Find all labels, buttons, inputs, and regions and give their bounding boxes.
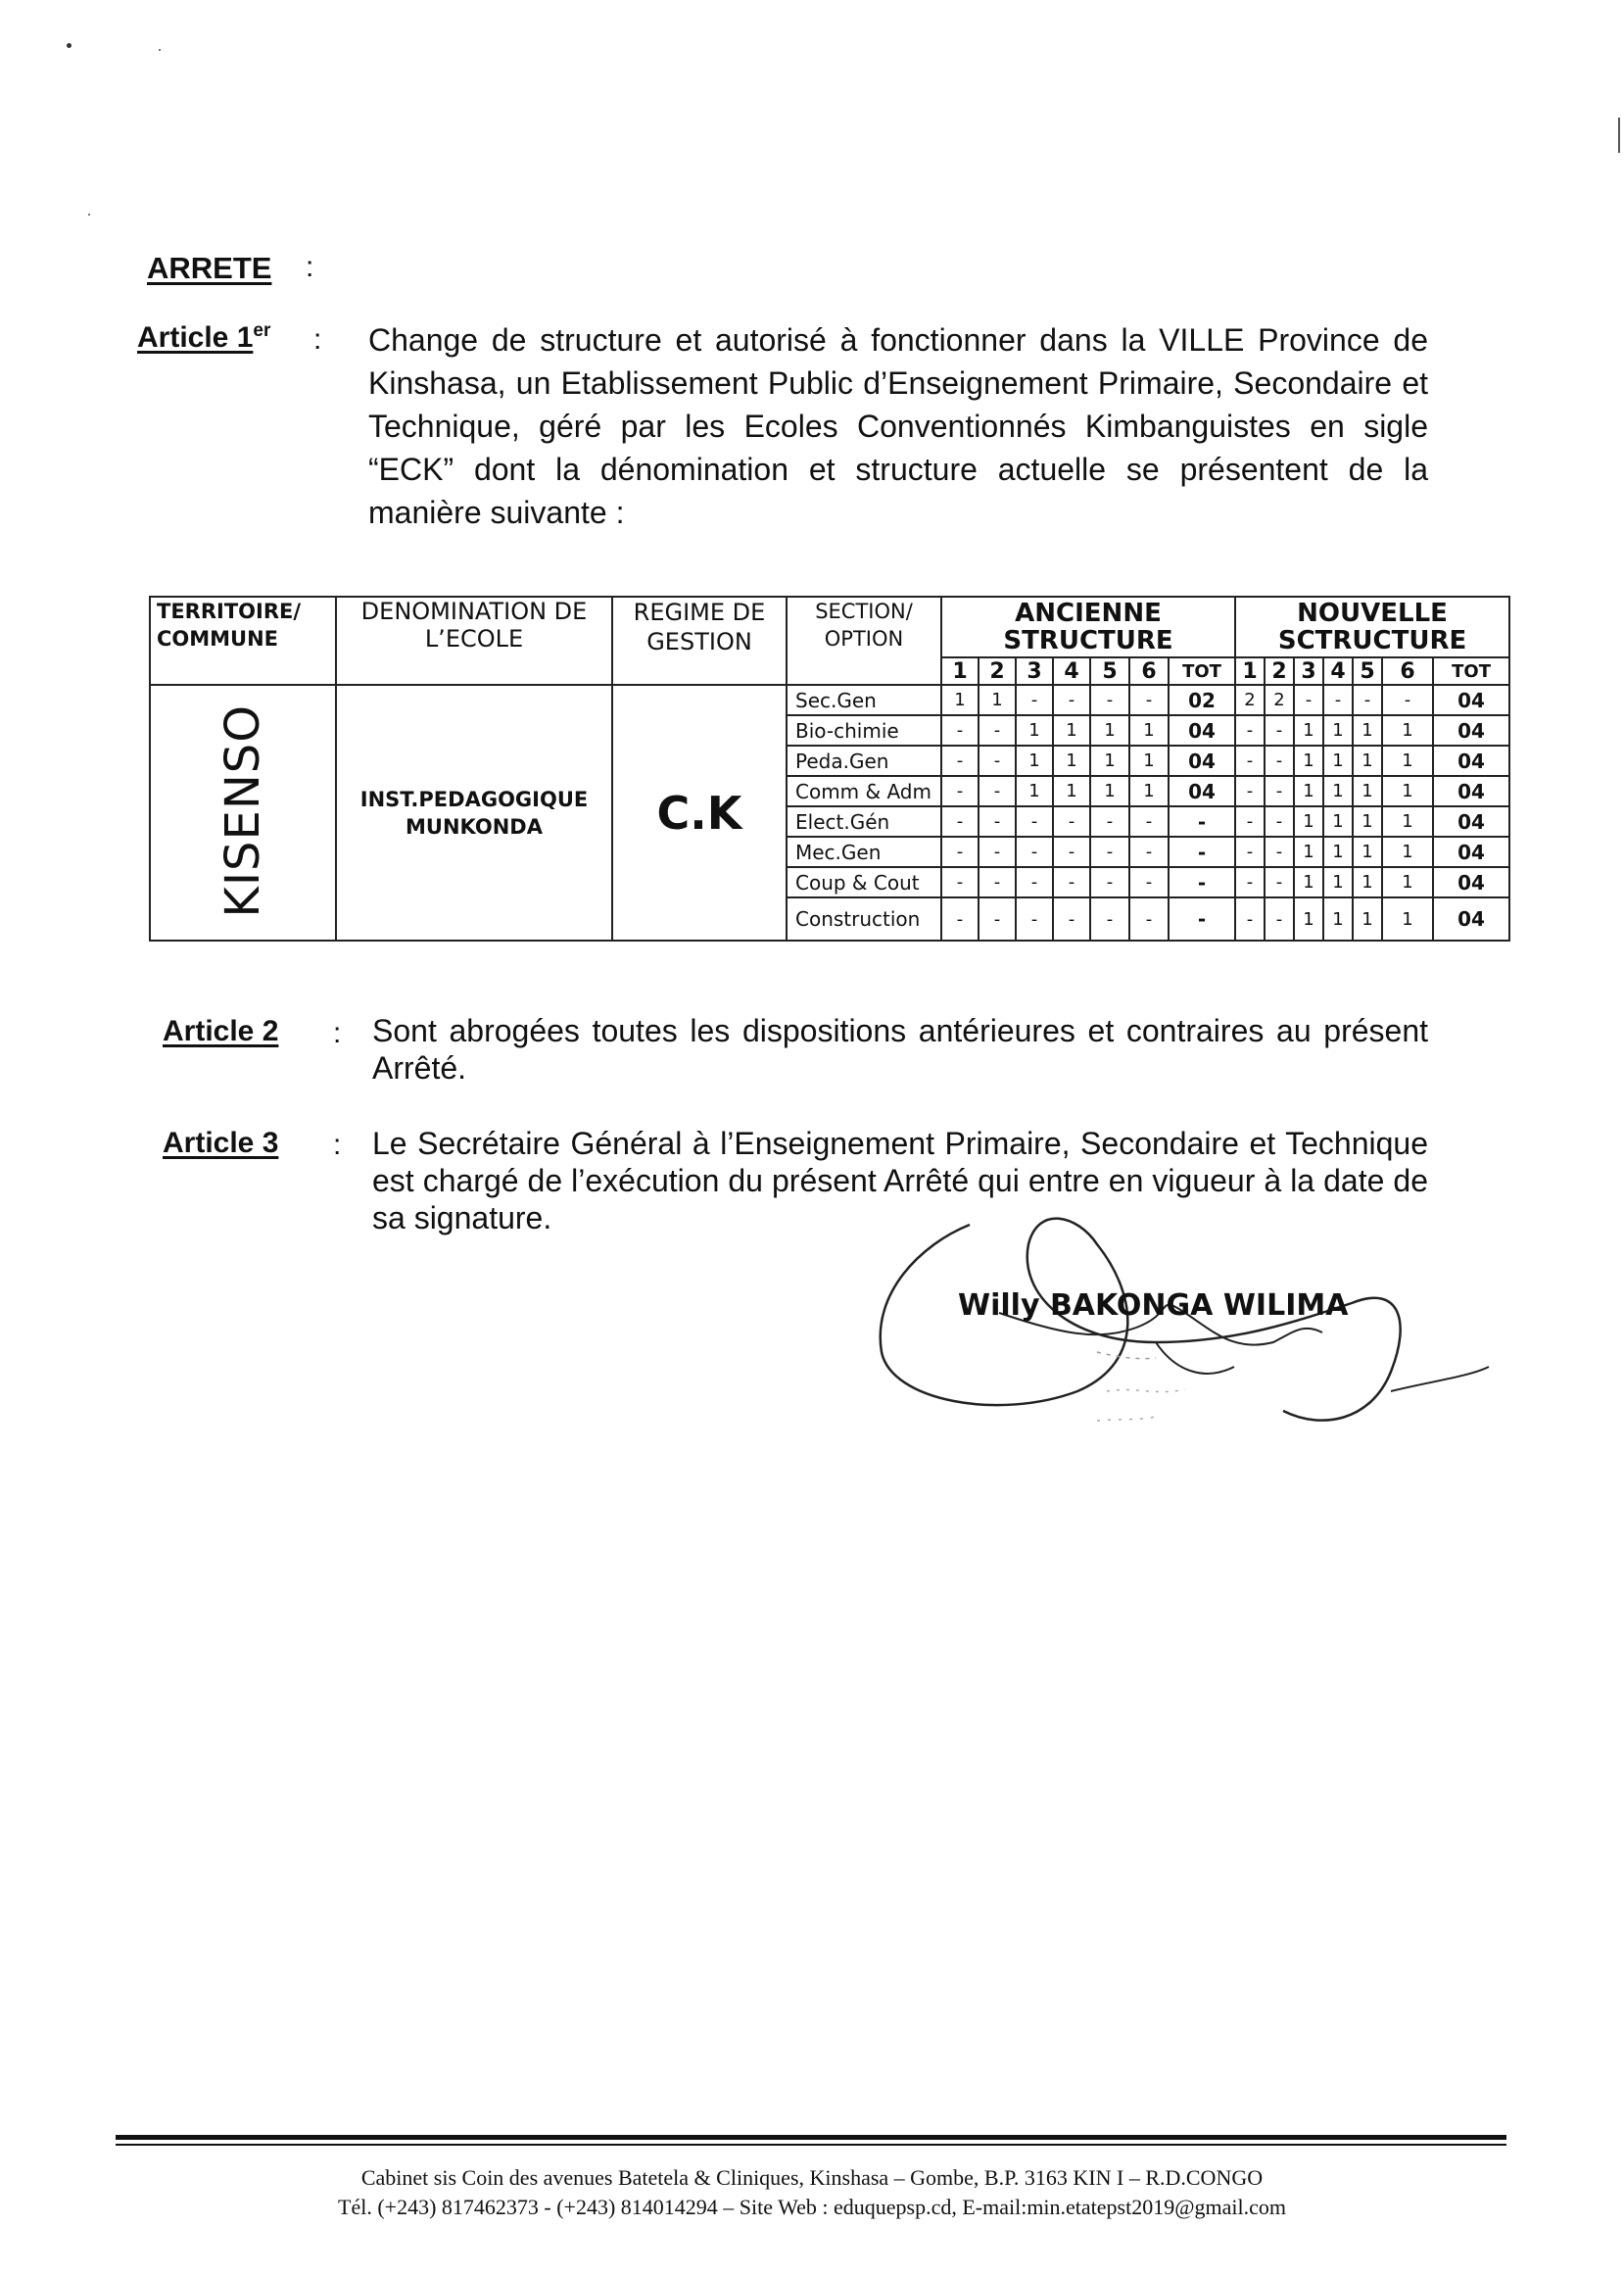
nouvelle-total-cell: 04 [1433, 867, 1509, 897]
col-number: 1 [941, 657, 979, 685]
col-total: TOT [1433, 657, 1509, 685]
nouvelle-count-cell: 1 [1353, 806, 1382, 837]
nouvelle-count-cell: - [1235, 897, 1265, 941]
ancienne-count-cell: - [979, 746, 1016, 776]
nouvelle-count-cell: 1 [1382, 867, 1433, 897]
article-2-text: Sont abrogées toutes les dispositions antérieures et contraires au présent Arrêté. [372, 1013, 1428, 1086]
ancienne-count-cell: - [1016, 867, 1053, 897]
article-1-colon: : [313, 323, 322, 356]
col-number: 3 [1294, 657, 1323, 685]
nouvelle-count-cell: - [1382, 685, 1433, 715]
ancienne-count-cell: - [1053, 837, 1090, 867]
structure-table [149, 596, 1510, 942]
ancienne-total-cell: - [1169, 837, 1235, 867]
header-regime: REGIME DE GESTION [612, 597, 787, 685]
scan-dot [67, 43, 72, 48]
scan-dot [88, 214, 90, 216]
signature-mark [862, 1186, 1508, 1479]
col-number: 6 [1129, 657, 1169, 685]
ancienne-count-cell: 1 [941, 685, 979, 715]
ancienne-count-cell: 1 [1053, 746, 1090, 776]
header-nouvelle: NOUVELLE SCTRUCTURE [1235, 597, 1509, 657]
ancienne-count-cell: - [979, 837, 1016, 867]
nouvelle-count-cell: - [1265, 715, 1294, 746]
nouvelle-total-cell: 04 [1433, 806, 1509, 837]
nouvelle-count-cell: 1 [1382, 806, 1433, 837]
nouvelle-count-cell: 1 [1382, 837, 1433, 867]
ancienne-count-cell: - [1090, 867, 1129, 897]
ancienne-count-cell: - [979, 715, 1016, 746]
ancienne-count-cell: - [941, 776, 979, 806]
col-number: 6 [1382, 657, 1433, 685]
ancienne-total-cell: - [1169, 806, 1235, 837]
nouvelle-total-cell: 04 [1433, 776, 1509, 806]
section-option: Bio-chimie [787, 715, 941, 746]
nouvelle-count-cell: - [1265, 837, 1294, 867]
nouvelle-count-cell: 1 [1323, 715, 1353, 746]
nouvelle-count-cell: - [1265, 897, 1294, 941]
ancienne-count-cell: - [979, 897, 1016, 941]
signatory-name: Willy BAKONGA WILIMA [958, 1288, 1349, 1323]
scan-edge-mark [1618, 118, 1620, 153]
ancienne-count-cell: 1 [1016, 776, 1053, 806]
footer-contact: Tél. (+243) 817462373 - (+243) 814014294 – Site Web : eduquepsp.cd, E-mail:min.etatepst2019@gmail.com [338, 2195, 1286, 2219]
ancienne-count-cell: - [1016, 897, 1053, 941]
section-option: Elect.Gén [787, 806, 941, 837]
ancienne-count-cell: - [979, 776, 1016, 806]
ancienne-total-cell: 02 [1169, 685, 1235, 715]
ancienne-count-cell: 1 [1129, 776, 1169, 806]
article-1-label-main: Article 1 [137, 321, 254, 354]
section-option: Mec.Gen [787, 837, 941, 867]
ancienne-count-cell: 1 [979, 685, 1016, 715]
section-option: Construction [787, 897, 941, 941]
territoire-name: KISENSO [215, 703, 270, 918]
nouvelle-count-cell: 1 [1353, 867, 1382, 897]
ancienne-count-cell: - [979, 806, 1016, 837]
ancienne-total-cell: 04 [1169, 715, 1235, 746]
col-number: 4 [1323, 657, 1353, 685]
nouvelle-count-cell: 1 [1382, 746, 1433, 776]
ancienne-count-cell: - [1053, 867, 1090, 897]
ancienne-count-cell: 1 [1016, 715, 1053, 746]
nouvelle-count-cell: 1 [1294, 837, 1323, 867]
nouvelle-count-cell: - [1235, 837, 1265, 867]
nouvelle-count-cell: 1 [1353, 746, 1382, 776]
nouvelle-count-cell: - [1235, 776, 1265, 806]
article-3-text: Le Secrétaire Général à l’Enseignement Primaire, Secondaire et Technique est chargé de l’exécution du présent Arrêté qui entre en vigueur à la date de sa signature. [372, 1126, 1428, 1235]
ancienne-count-cell: 1 [1053, 715, 1090, 746]
article-1-label-sup: er [253, 320, 271, 341]
article-3-label: Article 3 [163, 1127, 279, 1159]
header-ancienne: ANCIENNE STRUCTURE [941, 597, 1235, 657]
nouvelle-total-cell: 04 [1433, 715, 1509, 746]
article-2-label: Article 2 [163, 1015, 279, 1047]
article-2-colon: : [333, 1017, 342, 1049]
nouvelle-count-cell: - [1265, 776, 1294, 806]
col-number: 2 [1265, 657, 1294, 685]
header-territoire: TERRITOIRE/ COMMUNE [150, 597, 336, 685]
ancienne-count-cell: - [1129, 685, 1169, 715]
ancienne-count-cell: - [1053, 806, 1090, 837]
heading-colon: : [306, 251, 314, 283]
arrete-heading: ARRETE [147, 251, 272, 285]
nouvelle-count-cell: 1 [1294, 897, 1323, 941]
ancienne-count-cell: - [1016, 685, 1053, 715]
ancienne-count-cell: - [941, 715, 979, 746]
scan-dot [159, 49, 161, 51]
ancienne-total-cell: 04 [1169, 776, 1235, 806]
ancienne-count-cell: - [941, 746, 979, 776]
nouvelle-count-cell: - [1235, 715, 1265, 746]
ancienne-count-cell: 1 [1090, 776, 1129, 806]
col-number: 5 [1090, 657, 1129, 685]
article-3-colon: : [333, 1129, 342, 1161]
nouvelle-count-cell: 1 [1323, 867, 1353, 897]
ancienne-count-cell: - [941, 897, 979, 941]
territoire-cell [150, 685, 336, 941]
ancienne-count-cell: - [1090, 685, 1129, 715]
col-number: 4 [1053, 657, 1090, 685]
nouvelle-total-cell: 04 [1433, 746, 1509, 776]
nouvelle-count-cell: 1 [1382, 715, 1433, 746]
ancienne-count-cell: - [1129, 806, 1169, 837]
ancienne-count-cell: - [979, 867, 1016, 897]
ancienne-count-cell: - [1090, 806, 1129, 837]
nouvelle-count-cell: - [1235, 746, 1265, 776]
section-option: Comm & Adm [787, 776, 941, 806]
ancienne-count-cell: - [941, 837, 979, 867]
nouvelle-count-cell: 2 [1235, 685, 1265, 715]
nouvelle-count-cell: 1 [1353, 897, 1382, 941]
ancienne-count-cell: 1 [1090, 715, 1129, 746]
nouvelle-count-cell: 1 [1294, 806, 1323, 837]
nouvelle-total-cell: 04 [1433, 897, 1509, 941]
section-option: Coup & Cout [787, 867, 941, 897]
ancienne-count-cell: 1 [1016, 746, 1053, 776]
ancienne-total-cell: - [1169, 867, 1235, 897]
nouvelle-count-cell: - [1265, 867, 1294, 897]
ancienne-count-cell: - [1016, 837, 1053, 867]
ancienne-count-cell: - [1053, 897, 1090, 941]
nouvelle-count-cell: 1 [1323, 746, 1353, 776]
ancienne-count-cell: - [1090, 837, 1129, 867]
nouvelle-count-cell: 1 [1353, 837, 1382, 867]
nouvelle-count-cell: 1 [1294, 715, 1323, 746]
ancienne-count-cell: - [1053, 685, 1090, 715]
col-number: 5 [1353, 657, 1382, 685]
ancienne-count-cell: - [1090, 897, 1129, 941]
footer-rule-thick [116, 2135, 1506, 2140]
nouvelle-count-cell: 2 [1265, 685, 1294, 715]
col-number: 1 [1235, 657, 1265, 685]
ancienne-count-cell: - [941, 806, 979, 837]
nouvelle-count-cell: 1 [1382, 897, 1433, 941]
footer-address: Cabinet sis Coin des avenues Batetela & Cliniques, Kinshasa – Gombe, B.P. 3163 KIN I – R.D.CONGO [360, 2165, 1264, 2190]
nouvelle-count-cell: 1 [1323, 897, 1353, 941]
nouvelle-count-cell: 1 [1323, 776, 1353, 806]
footer-rule-thin [116, 2144, 1506, 2146]
col-number: 3 [1016, 657, 1053, 685]
nouvelle-total-cell: 04 [1433, 685, 1509, 715]
ancienne-total-cell: - [1169, 897, 1235, 941]
ancienne-count-cell: 1 [1090, 746, 1129, 776]
nouvelle-count-cell: 1 [1382, 776, 1433, 806]
nouvelle-count-cell: - [1265, 806, 1294, 837]
nouvelle-count-cell: - [1265, 746, 1294, 776]
nouvelle-count-cell: - [1235, 806, 1265, 837]
ancienne-total-cell: 04 [1169, 746, 1235, 776]
nouvelle-count-cell: 1 [1294, 776, 1323, 806]
ancienne-count-cell: - [1016, 806, 1053, 837]
table-body [150, 685, 1509, 941]
nouvelle-count-cell: 1 [1294, 746, 1323, 776]
nouvelle-count-cell: - [1294, 685, 1323, 715]
nouvelle-count-cell: 1 [1353, 776, 1382, 806]
nouvelle-count-cell: - [1323, 685, 1353, 715]
article-1-text: Change de structure et autorisé à fonctionner dans la VILLE Province de Kinshasa, un Etablissement Public d’Enseignement Primaire, Secondaire et Technique, géré par les Ecoles Conventionnés Kimbanguistes en sigle “ECK” dont la dénomination et structure actuelle se présentent de la manière suivante : [368, 322, 1428, 530]
ancienne-count-cell: - [1129, 837, 1169, 867]
table-row [150, 685, 1509, 715]
col-number: 2 [979, 657, 1016, 685]
nouvelle-count-cell: - [1353, 685, 1382, 715]
header-section: SECTION/ OPTION [787, 597, 941, 685]
ancienne-count-cell: 1 [1129, 715, 1169, 746]
header-denomination: DENOMINATION DE L’ECOLE [336, 597, 612, 685]
nouvelle-count-cell: - [1235, 867, 1265, 897]
section-option: Peda.Gen [787, 746, 941, 776]
ancienne-count-cell: 1 [1053, 776, 1090, 806]
ancienne-count-cell: - [941, 867, 979, 897]
section-option: Sec.Gen [787, 685, 941, 715]
ancienne-count-cell: - [1129, 867, 1169, 897]
ancienne-count-cell: - [1129, 897, 1169, 941]
nouvelle-count-cell: 1 [1323, 837, 1353, 867]
nouvelle-count-cell: 1 [1323, 806, 1353, 837]
regime-code: C.K [612, 685, 787, 941]
nouvelle-count-cell: 1 [1294, 867, 1323, 897]
col-total: TOT [1169, 657, 1235, 685]
nouvelle-count-cell: 1 [1353, 715, 1382, 746]
nouvelle-total-cell: 04 [1433, 837, 1509, 867]
school-name: INST.PEDAGOGIQUE MUNKONDA [336, 685, 612, 941]
ancienne-count-cell: 1 [1129, 746, 1169, 776]
article-1-label [137, 320, 270, 355]
